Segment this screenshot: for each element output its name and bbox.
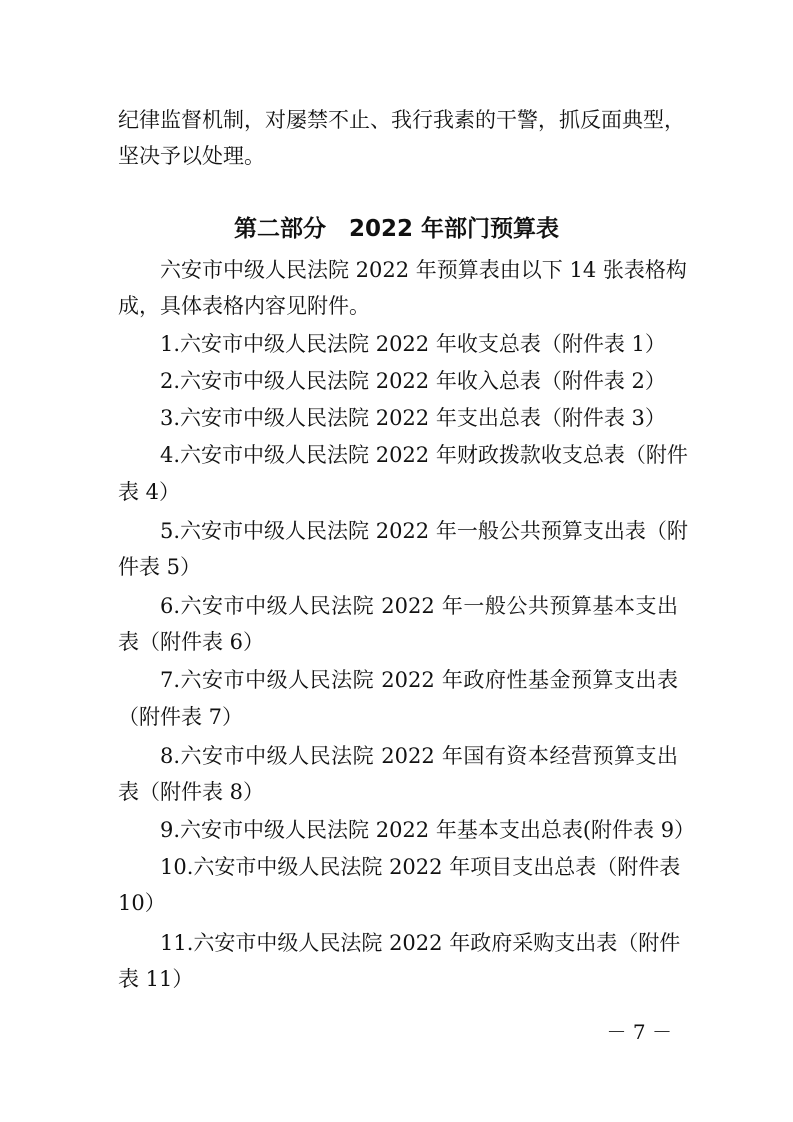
list-item-7-cont: （附件表 7） xyxy=(118,705,244,729)
list-item-1: 1.六安市中级人民法院 2022 年收支总表（附件表 1） xyxy=(160,332,666,356)
list-item-3: 3.六安市中级人民法院 2022 年支出总表（附件表 3） xyxy=(160,406,666,430)
list-item-7: 7.六安市中级人民法院 2022 年政府性基金预算支出表 xyxy=(160,668,678,692)
summary-line-2: 成，具体表格内容见附件。 xyxy=(118,294,370,318)
intro-line-1: 纪律监督机制，对屡禁不止、我行我素的干警，抓反面典型， xyxy=(118,108,685,132)
list-item-11: 11.六安市中级人民法院 2022 年政府采购支出表（附件 xyxy=(160,931,681,955)
list-item-5: 5.六安市中级人民法院 2022 年一般公共预算支出表（附 xyxy=(160,519,688,543)
list-item-6: 6.六安市中级人民法院 2022 年一般公共预算基本支出 xyxy=(160,594,678,618)
summary-line-1: 六安市中级人民法院 2022 年预算表由以下 14 张表格构 xyxy=(160,258,687,282)
intro-line-2: 坚决予以处理。 xyxy=(118,144,265,168)
page-number: － 7 － xyxy=(606,1020,672,1044)
list-item-10: 10.六安市中级人民法院 2022 年项目支出总表（附件表 xyxy=(160,855,681,879)
list-item-8-cont: 表（附件表 8） xyxy=(118,780,265,804)
list-item-4: 4.六安市中级人民法院 2022 年财政拨款收支总表（附件 xyxy=(160,443,688,467)
list-item-4-cont: 表 4） xyxy=(118,480,181,504)
section-title: 第二部分 2022 年部门预算表 xyxy=(233,216,560,242)
list-item-5-cont: 件表 5） xyxy=(118,555,202,579)
list-item-10-cont: 10） xyxy=(118,891,166,915)
list-item-6-cont: 表（附件表 6） xyxy=(118,630,265,654)
list-item-8: 8.六安市中级人民法院 2022 年国有资本经营预算支出 xyxy=(160,744,678,768)
list-item-9: 9.六安市中级人民法院 2022 年基本支出总表(附件表 9） xyxy=(160,818,696,842)
list-item-2: 2.六安市中级人民法院 2022 年收入总表（附件表 2） xyxy=(160,369,666,393)
list-item-11-cont: 表 11） xyxy=(118,967,194,991)
